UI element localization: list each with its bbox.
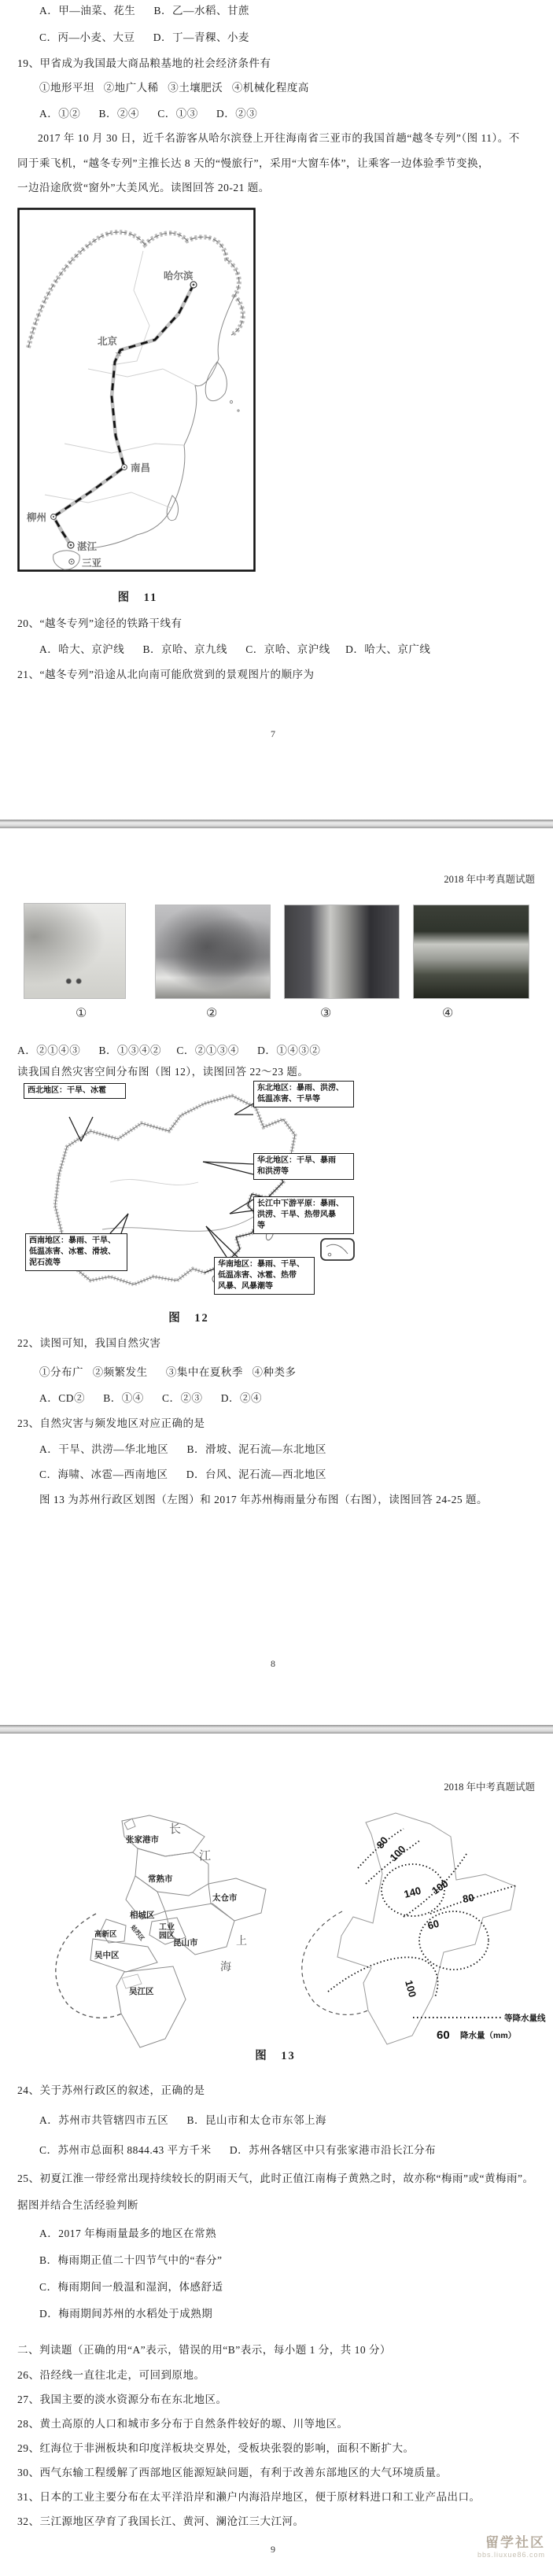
wujiang-outline [116, 1966, 186, 2047]
liuzhou-marker-dot [53, 516, 54, 518]
fig12-intro: 读我国自然灾害空间分布图（图 12），读图回答 22～23 题。 [17, 1066, 309, 1078]
passage-line-1: 2017 年 10 月 30 日，近千名游客从哈尔滨登上开往海南省三亚市的我国首趟“越冬专列”（图 11）。不 [38, 132, 520, 144]
nanchang-marker-dot [124, 466, 125, 468]
q23-options-cd: C．海啸、冰雹—西南地区 D．台风、泥石流—西北地区 [39, 1469, 327, 1480]
callout-line: 华北地区：干旱、暴雨 [257, 1156, 336, 1165]
watermark-url: bbs.liuxue86.com [477, 2551, 545, 2559]
callout-northeast [253, 1081, 354, 1107]
sanya-marker-dot [71, 561, 72, 562]
watermark [477, 2531, 545, 2559]
south-china-sea-inset [321, 1239, 354, 1260]
callout-line: 低温冻害、干旱等 [257, 1095, 320, 1104]
callout-line: 华南地区：暴雨、干旱、 [218, 1260, 304, 1269]
q19-items: ①地形平坦 ②地广人稀 ③土壤肥沃 ④机械化程度高 [39, 82, 309, 94]
photo-label-4: ④ [442, 1007, 454, 1020]
wujiang-label: 吴江区 [129, 1987, 154, 1996]
page-divider [0, 1725, 553, 1734]
question-24: 24、关于苏州行政区的叙述，正确的是 [17, 2084, 205, 2096]
question-30: 30、西气东输工程缓解了西部地区能源短缺问题，有利于改善东部地区的大气环境质量。 [17, 2467, 448, 2478]
fig12-caption: 图 12 [168, 1312, 209, 1325]
callout-line: 西北地区：干旱、冰雹 [28, 1086, 106, 1095]
q25-option-c: C．梅雨期间一般温和湿润，体感舒适 [39, 2281, 223, 2293]
isohyet-label: 60 [426, 1917, 441, 1932]
question-23: 23、自然灾害与频发地区对应正确的是 [17, 1417, 205, 1429]
watermark-title: 留学社区 [485, 2535, 545, 2550]
page-number-8: 8 [271, 1658, 275, 1669]
question-20: 20、“越冬专列”途径的铁路干线有 [17, 617, 182, 629]
callout-south-china [214, 1257, 315, 1295]
sw-pointer [110, 1214, 128, 1233]
isohyet-label: 80 [374, 1834, 391, 1851]
scenery-photo-1 [24, 903, 126, 999]
q21-options: A．②①④③ B．①③④② C．②①③④ D．①④③② [17, 1045, 321, 1056]
fig13-intro: 图 13 为苏州行政区划图（左图）和 2017 年苏州梅雨量分布图（右图），读图回答 24-25 题。 [39, 1494, 488, 1505]
passage-line-2: 同于乘飞机，“越冬专列”主推长达 8 天的“慢旅行”，采用“大窗车体”，让乘客一边体验季节变换， [17, 157, 489, 169]
section-2-heading: 二、判读题（正确的用“A”表示，错误的用“B”表示，每小题 1 分，共 10 分） [17, 2344, 391, 2356]
question-26: 26、沿经线一直往北走，可回到原地。 [17, 2369, 205, 2381]
beijing-star-marker: ☆ [115, 349, 123, 359]
passage-line-3: 一边沿途欣赏“窗外”大美风光。读图回答 20-21 题。 [17, 182, 270, 193]
photo-label-3: ③ [320, 1007, 332, 1020]
callout-line: 东北地区：暴雨、洪涝、 [257, 1084, 344, 1093]
callout-southwest [25, 1233, 127, 1271]
callout-line: 风暴、风暴潮等 [218, 1282, 273, 1291]
isohyet-label: 100 [387, 1843, 408, 1864]
callout-line: 和洪涝等 [257, 1167, 289, 1176]
legend-isohyet-label: 等降水量线 [504, 2014, 546, 2023]
isohyet-label: 100 [403, 1978, 419, 1999]
question-22: 22、读图可知，我国自然灾害 [17, 1337, 161, 1349]
harbin-marker-dot [193, 284, 195, 286]
callout-line: 等 [257, 1222, 265, 1230]
legend-unit: 降水量（mm） [460, 2031, 517, 2040]
callout-line: 泥石流等 [29, 1259, 61, 1267]
question-19: 19、甲省成为我国最大商品粮基地的社会经济条件有 [17, 57, 271, 69]
zhangjiagang-label: 张家港市 [126, 1835, 159, 1844]
callout-line: 低温冻害、冰雹、热带 [218, 1271, 297, 1280]
sw-pointer [121, 1214, 128, 1233]
q24-options-cd: C．苏州市总面积 8844.43 平方千米 D．苏州各辖区中只有张家港市沿长江分布 [39, 2144, 437, 2156]
question-29: 29、红海位于非洲板块和印度洋板块交界处，受板块张裂的影响，面积不断扩大。 [17, 2442, 415, 2454]
liuzhou-label: 柳州 [27, 512, 47, 523]
fig13-admin-map [47, 1809, 291, 2073]
q19-options: A．①② B．②④ C．①③ D．②③ [39, 108, 258, 120]
scenery-photo-4 [413, 905, 529, 999]
gaoxin-label: 高新区 [94, 1930, 117, 1939]
shanghai-char-1: 上 [236, 1934, 247, 1947]
q18-options-ab: A．甲—油菜、花生 B．乙—水稻、甘蔗 [39, 5, 250, 17]
q25-option-d: D．梅雨期间苏州的水稻处于成熟期 [39, 2308, 213, 2320]
taihu-lake-dashed [56, 1914, 124, 2018]
suzhou-outline [337, 1813, 515, 2044]
yangtze-char-1: 长 [169, 1822, 182, 1836]
callout-northwest [24, 1083, 126, 1099]
sanya-label: 三亚 [82, 558, 102, 569]
question-32: 32、三江源地区孕育了我国长江、黄河、澜沧江三大江河。 [17, 2515, 304, 2527]
page-number-9: 9 [271, 2544, 275, 2555]
nw-pointer [81, 1117, 93, 1141]
callout-line: 西南地区：暴雨、干旱、 [29, 1236, 116, 1245]
changshu-label: 常熟市 [148, 1874, 173, 1884]
fig11-caption: 图 11 [117, 591, 158, 604]
question-25-line-1: 25、初夏江淮一带经常出现持续较长的阴雨天气，此时正值江南梅子黄熟之时，故亦称“梅雨”或“黄梅雨”。 [17, 2172, 534, 2184]
callout-line: 低温冻害、冰雹、滑坡、 [29, 1247, 116, 1256]
taihu-lake-dashed [302, 1911, 370, 2014]
nw-pointer [69, 1117, 81, 1141]
isohyet-label: 100 [429, 1877, 451, 1897]
q20-options: A．哈大、京沪线 B．京哈、京九线 C．京哈、京沪线 D．哈大、京广线 [39, 643, 431, 655]
isohyet-label: 80 [461, 1891, 475, 1905]
shanghai-char-2: 海 [220, 1960, 231, 1973]
fig11-route-map [17, 208, 256, 572]
callout-yangtze [253, 1196, 354, 1234]
isohyet-100-south [328, 1957, 438, 1997]
q25-option-a: A．2017 年梅雨量最多的地区在常熟 [39, 2228, 217, 2239]
isohyet-label: 140 [402, 1884, 422, 1900]
harbin-label: 哈尔滨 [164, 271, 194, 282]
question-21: 21、“越冬专列”沿途从北向南可能欣赏到的景观图片的顺序为 [17, 669, 315, 680]
scenery-photo-2 [155, 905, 271, 999]
industrial-park-label-2: 园区 [159, 1932, 175, 1940]
q22-items: ①分布广 ②频繁发生 ③集中在夏秋季 ④种类多 [39, 1366, 297, 1378]
callout-line: 长江中下游平原：暴雨、 [257, 1200, 344, 1208]
nanchang-label: 南昌 [131, 463, 151, 474]
gusu-label: 姑苏区 [129, 1923, 146, 1942]
page2-header: 2018 年中考真题试题 [444, 874, 535, 885]
question-25-line-2: 据图并结合生活经验判断 [17, 2199, 138, 2211]
ne-pointer [234, 1104, 253, 1115]
changshu-outline [135, 1848, 208, 1896]
q24-options-ab: A．苏州市共管辖四市五区 B．昆山市和太仓市东邻上海 [39, 2114, 327, 2126]
sc-pointer [206, 1226, 227, 1257]
page3-header: 2018 年中考真题试题 [444, 1782, 535, 1793]
q18-options-cd: C．丙—小麦、大豆 D．丁—青稞、小麦 [39, 31, 250, 43]
photo-label-1: ① [76, 1007, 87, 1020]
zhanjiang-marker-dot [70, 544, 72, 547]
zhanjiang-label: 湛江 [77, 541, 98, 552]
q23-options-ab: A．干旱、洪涝—华北地区 B．滑坡、泥石流—东北地区 [39, 1443, 327, 1455]
photo-label-2: ② [206, 1007, 218, 1020]
sc-pointer [206, 1226, 238, 1257]
xiangcheng-label: 相城区 [130, 1911, 155, 1920]
fig13-rainfall-map [295, 1805, 551, 2065]
question-31: 31、日本的工业主要分布在太平洋沿岸和濑户内海沿岸地区，便于原材料进口和工业产品出口。 [17, 2491, 481, 2503]
taicang-label: 太仓市 [212, 1893, 238, 1903]
kunshan-label: 昆山市 [173, 1938, 198, 1948]
callout-line: 洪涝、干旱、热带风暴 [257, 1211, 336, 1219]
q25-option-b: B．梅雨期正值二十四节气中的“春分” [39, 2254, 223, 2266]
wuzhong-label: 吴中区 [94, 1951, 120, 1960]
yangtze-char-2: 江 [199, 1849, 212, 1863]
callout-north-china [253, 1153, 354, 1180]
yellow-river [110, 1180, 198, 1185]
page-divider [0, 820, 553, 828]
fig13-caption: 图 13 [255, 2050, 296, 2062]
scenery-photo-3 [284, 905, 400, 999]
legend-value: 60 [437, 2029, 450, 2042]
page-number-7: 7 [271, 728, 275, 739]
industrial-park-label-1: 工业 [159, 1923, 175, 1932]
question-28: 28、黄土高原的人口和城市多分布于自然条件较好的塬、川等地区。 [17, 2418, 348, 2430]
question-27: 27、我国主要的淡水资源分布在东北地区。 [17, 2394, 227, 2405]
beijing-label: 北京 [98, 336, 118, 347]
q22-options: A．CD② B．①④ C．②③ D．②④ [39, 1392, 263, 1404]
